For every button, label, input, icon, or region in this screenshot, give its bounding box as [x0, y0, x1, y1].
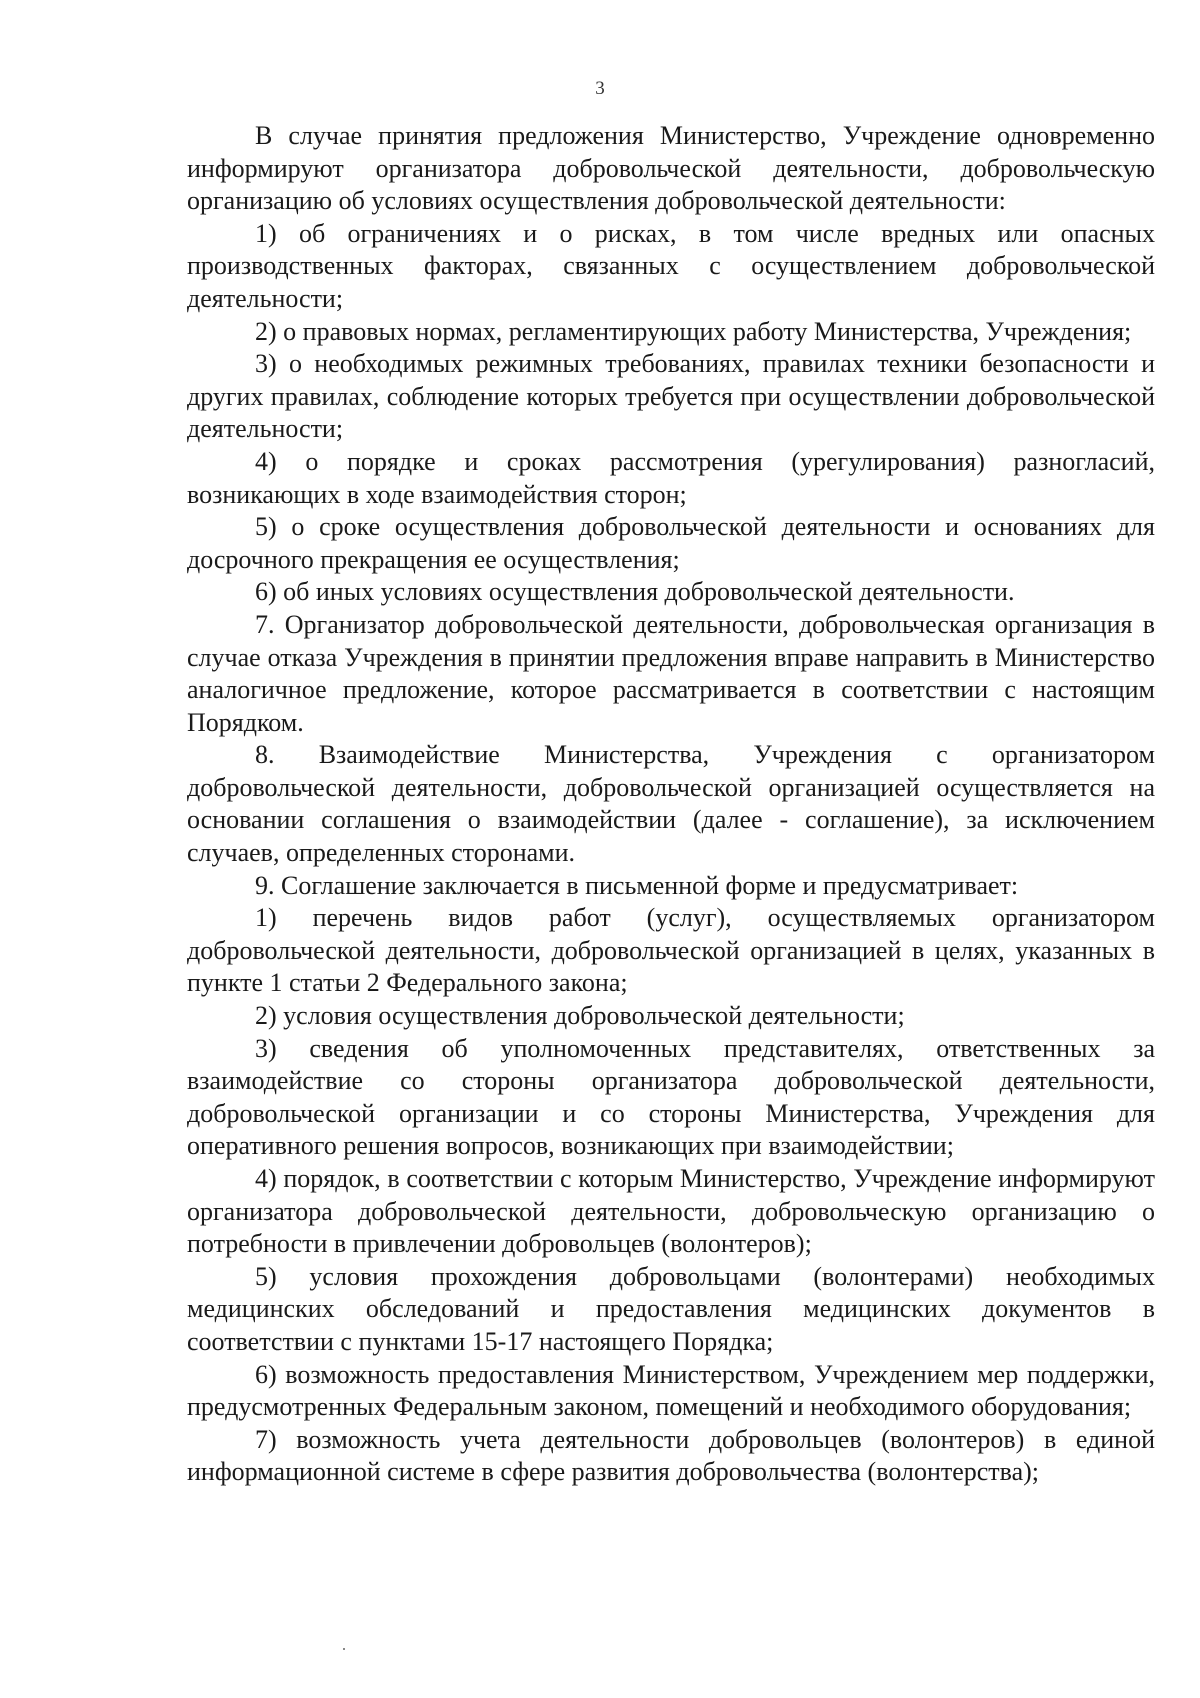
clause-9-item-4: 4) порядок, в соответствии с которым Министерство, Учреждение информируют организатора добровольческой деятельности, добровольческую организацию о потребности в привлечении добровольцев (волонтеров); — [187, 1164, 1155, 1259]
clause-9: 9. Соглашение заключается в письменной форме и предусматривает: — [255, 870, 1019, 900]
clause-9-item-7: 7) возможность учета деятельности добровольцев (волонтеров) в единой информационной системе в сфере развития добровольчества (волонтерства); — [187, 1424, 1155, 1487]
list-item-1: 1) об ограничениях и о рисках, в том числе вредных или опасных производственных факторах, связанных с осуществлением добровольческой деятельности; — [187, 218, 1155, 313]
clause-9-item-2: 2) условия осуществления добровольческой деятельности; — [255, 1001, 905, 1031]
clause-9-item-6: 6) возможность предоставления Министерством, Учреждением мер поддержки, предусмотренных Федеральным законом, помещений и необходимого оборудования; — [187, 1359, 1155, 1422]
scan-speck — [343, 1648, 345, 1650]
clause-9-item-1: 1) перечень видов работ (услуг), осуществляемых организатором добровольческой деятельности, добровольческой организацией в целях, указанных в пункте 1 статьи 2 Федерального закона; — [187, 903, 1155, 998]
list-item-2: 2) о правовых нормах, регламентирующих работу Министерства, Учреждения; — [255, 316, 1132, 346]
document-body — [187, 120, 1155, 1489]
clause-9-item-5: 5) условия прохождения добровольцами (волонтерами) необходимых медицинских обследований и предоставления медицинских документов в соответствии с пунктами 15-17 настоящего Порядка; — [187, 1261, 1155, 1356]
list-item-6: 6) об иных условиях осуществления добровольческой деятельности. — [255, 577, 1015, 607]
list-item-4: 4) о порядке и сроках рассмотрения (урегулирования) разногласий, возникающих в ходе взаимодействия сторон; — [187, 446, 1155, 509]
page-number: 3 — [595, 78, 605, 99]
list-item-5: 5) о сроке осуществления добровольческой деятельности и основаниях для досрочного прекращения ее осуществления; — [187, 512, 1155, 574]
paragraph-intro: В случае принятия предложения Министерство, Учреждение одновременно информируют организатора добровольческой деятельности, добровольческую организацию об условиях осуществления добровольческой деятельности: — [187, 121, 1155, 216]
list-item-3: 3) о необходимых режимных требованиях, правилах техники безопасности и других правилах, соблюдение которых требуется при осуществлении добровольческой деятельности; — [187, 349, 1155, 444]
clause-8: 8. Взаимодействие Министерства, Учреждения с организатором добровольческой деятельности, добровольческой организацией осуществляется на основании соглашения о взаимодействии (далее - соглашение), за исключением случаев, определенных сторонами. — [187, 740, 1155, 868]
clause-7: 7. Организатор добровольческой деятельности, добровольческая организация в случае отказа Учреждения в принятии предложения вправе направить в Министерство аналогичное предложение, которое рассматривается в соответствии с настоящим Порядком. — [187, 609, 1155, 737]
clause-9-item-3: 3) сведения об уполномоченных представителях, ответственных за взаимодействие со стороны организатора добровольческой деятельности, добровольческой организации и со стороны Министерства, Учреждения для оперативного решения вопросов, возникающих при взаимодействии; — [187, 1033, 1155, 1161]
